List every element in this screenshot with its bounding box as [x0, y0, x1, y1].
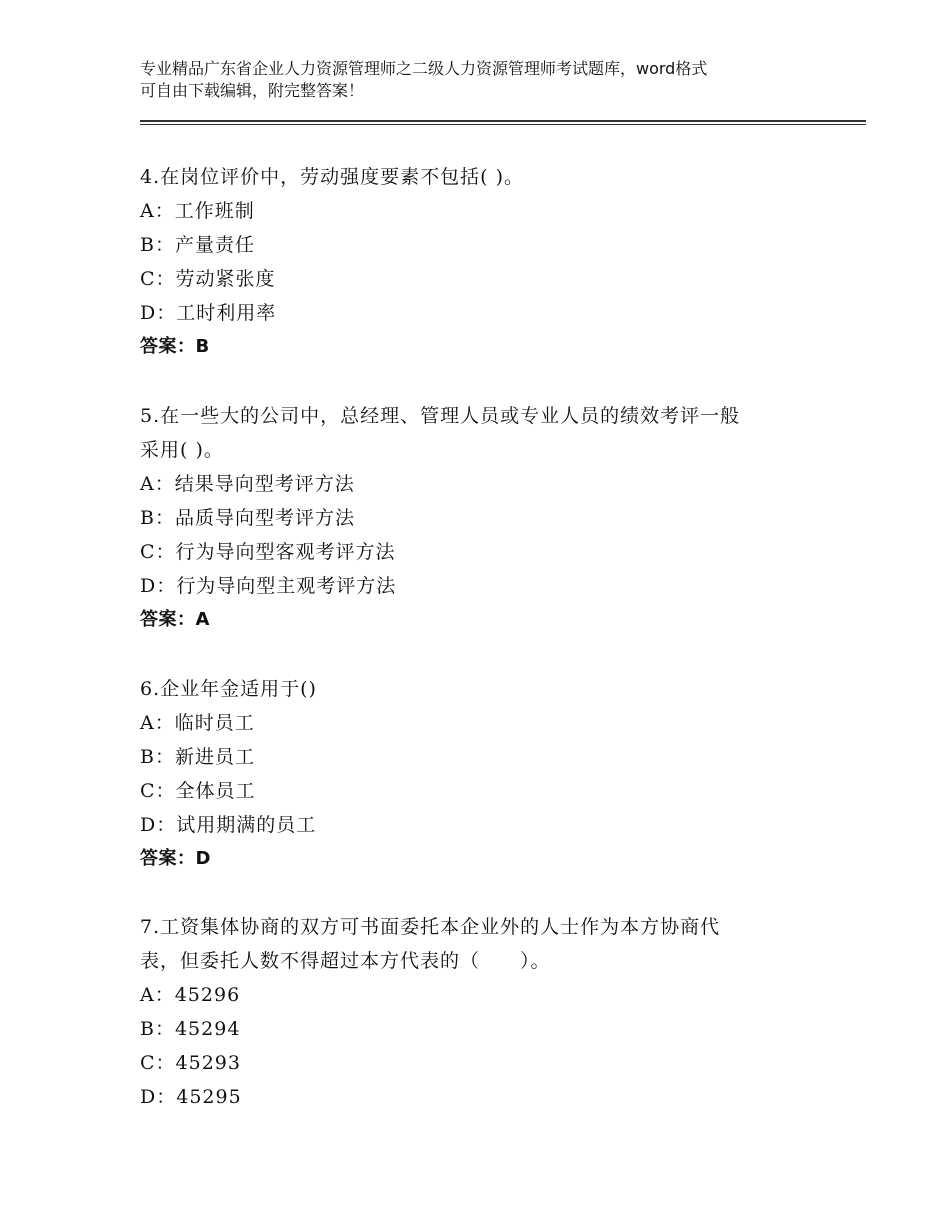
option-d: D：行为导向型主观考评方法	[140, 575, 397, 597]
option-d: D：工时利用率	[140, 302, 277, 324]
header-line-2: 可自由下载编辑，附完整答案！	[140, 81, 365, 100]
question-text-line-1: 5.在一些大的公司中，总经理、管理人员或专业人员的绩效考评一般	[140, 405, 741, 427]
question-text-line-2: 表，但委托人数不得超过本方代表的（ ）。	[140, 950, 551, 972]
option-c: C：45293	[140, 1052, 241, 1074]
question-6	[140, 672, 840, 876]
answer: 答案：A	[140, 609, 210, 630]
question-text: 6.企业年金适用于()	[140, 678, 317, 700]
option-c: C：劳动紧张度	[140, 268, 276, 290]
header-divider-thick	[140, 120, 866, 122]
question-5	[140, 399, 840, 637]
question-text-line-1: 7.工资集体协商的双方可书面委托本企业外的人士作为本方协商代	[140, 916, 721, 938]
option-b: B：产量责任	[140, 234, 255, 256]
document-header	[140, 58, 830, 102]
option-d: D：45295	[140, 1086, 242, 1108]
option-c: C：全体员工	[140, 780, 256, 802]
option-a: A：临时员工	[140, 712, 255, 734]
option-b: B：品质导向型考评方法	[140, 507, 355, 529]
header-line-1: 专业精品广东省企业人力资源管理师之二级人力资源管理师考试题库，word格式	[140, 59, 708, 78]
question-4	[140, 160, 840, 364]
option-a: A：结果导向型考评方法	[140, 473, 355, 495]
option-a: A：45296	[140, 984, 241, 1006]
question-text: 4.在岗位评价中，劳动强度要素不包括( )。	[140, 166, 524, 188]
answer: 答案：B	[140, 336, 210, 357]
question-7	[140, 910, 840, 1114]
question-text-line-2: 采用( )。	[140, 439, 224, 461]
answer: 答案：D	[140, 848, 211, 869]
option-a: A：工作班制	[140, 200, 255, 222]
header-divider-thin	[140, 124, 866, 125]
option-d: D：试用期满的员工	[140, 814, 317, 836]
option-c: C：行为导向型客观考评方法	[140, 541, 396, 563]
option-b: B：45294	[140, 1018, 241, 1040]
option-b: B：新进员工	[140, 746, 255, 768]
